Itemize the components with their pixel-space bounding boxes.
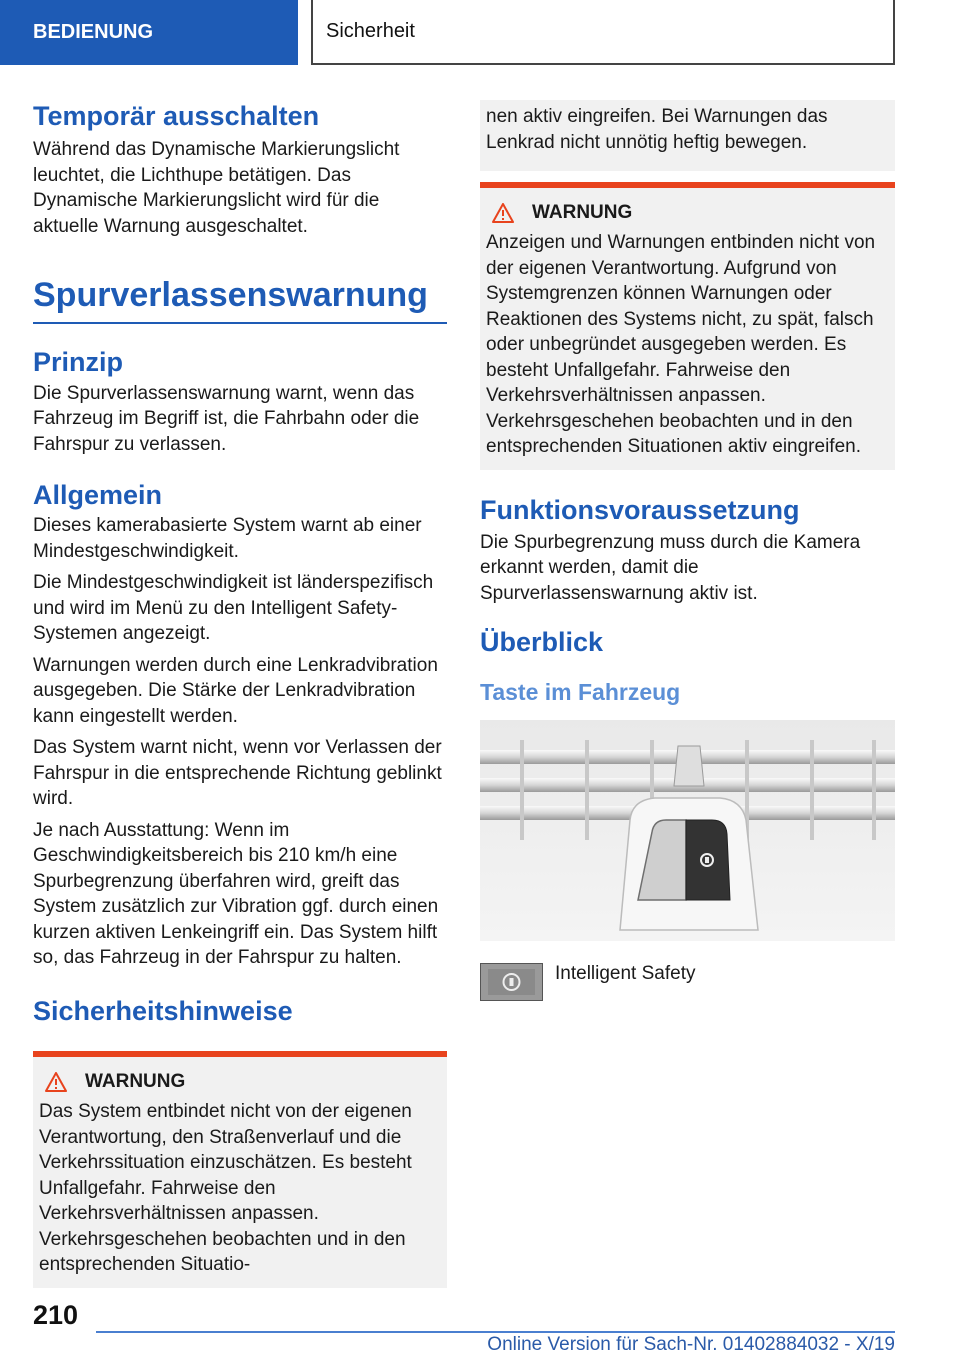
allgemein-paragraph: Je nach Ausstattung: Wenn im Geschwindigkeitsbereich bis 210 km/h eine Spurbegrenzung überfahren wird, greift das System zusätzlich zur Vibration ggf. durch einen kurzen aktiven Lenkeingriff ein. Das System hilft so, das Fahrzeug in der Fahrspur zu halten. — [33, 819, 439, 969]
section-title: BEDIENUNG — [33, 21, 154, 43]
allgemein-paragraph: Die Mindestgeschwindigkeit ist länderspezifisch und wird im Menü zu den Intelligent Safety-Systemen angezeigt. — [33, 572, 434, 645]
allgemein-paragraph: Warnungen werden durch eine Lenkradvibration ausgegeben. Die Stärke der Lenkradvibration kann eingestellt werden. — [33, 654, 438, 727]
temp-text: Während das Dynamische Markierungslicht leuchtet, die Lichthupe betätigen. Das Dynamische Markierungslicht wird für die aktuelle Warnung ausgeschaltet. — [33, 139, 400, 237]
intelligent-safety-button-icon — [480, 963, 543, 1001]
warning-continued-box — [480, 100, 895, 171]
chapter-title: Sicherheit — [326, 20, 415, 42]
left-column — [33, 100, 447, 1288]
warning-box — [33, 1051, 447, 1288]
page-number: 210 — [33, 1300, 79, 1330]
warning-triangle-icon — [45, 1072, 67, 1092]
footer-online-version: Online Version für Sach-Nr. 01402884032 - X/19 — [487, 1334, 895, 1355]
main-heading: Spurverlassenswarnung — [33, 275, 447, 324]
warning-box — [480, 182, 895, 470]
warning-text: Anzeigen und Warnungen entbinden nicht von der eigenen Verantwortung. Aufgrund von Systemgrenzen können Warnungen oder Reaktionen des Systems nicht, zu spät, falsch oder unbegründet ausgegeben werden. Es besteht Unfallgefahr. Fahrweise den Verkehrsverhältnissen anpassen. Verkehrsgeschehen beobachten und in den entsprechenden Situationen aktiv eingreifen. — [486, 232, 876, 457]
sicherheit-heading: Sicherheitshinweise — [33, 995, 293, 1026]
prinzip-text: Die Spurverlassenswarnung warnt, wenn das Fahrzeug im Begriff ist, die Fahrbahn oder die Fahrspur zu verlassen. — [33, 382, 420, 455]
warning-triangle-icon — [492, 203, 514, 223]
temp-heading: Temporär ausschalten — [33, 101, 320, 131]
intelligent-safety-label: Intelligent Safety — [555, 963, 696, 985]
warning-label: WARNUNG — [532, 202, 633, 223]
warning-text: Das System entbindet nicht von der eigenen Verantwortung, den Straßenverlauf und die Verkehrssituation einzuschätzen. Es besteht Unfallgefahr. Fahrweise den Verkehrsverhältnissen anpassen. Verkehrsgeschehen beobachten und in den entsprechenden Situatio- — [39, 1101, 412, 1276]
allgemein-paragraph: Dieses kamerabasierte System warnt ab einer Mindestgeschwindigkeit. — [33, 515, 422, 562]
funktion-text: Die Spurbegrenzung muss durch die Kamera erkannt werden, damit die Spurverlassenswarnung aktiv ist. — [480, 531, 861, 604]
warning-label: WARNUNG — [85, 1071, 186, 1093]
warning-header — [486, 202, 887, 224]
footer-divider — [96, 1331, 895, 1333]
funktion-heading: Funktionsvoraussetzung — [480, 494, 800, 525]
vehicle-button-photo — [480, 720, 895, 941]
button-legend — [480, 963, 895, 1001]
prinzip-heading: Prinzip — [33, 347, 124, 378]
taste-heading: Taste im Fahrzeug — [480, 678, 681, 705]
chapter-header — [311, 0, 895, 65]
section-tab — [0, 0, 298, 65]
warning-continued-text: nen aktiv eingreifen. Bei Warnungen das Lenkrad nicht unnötig heftig bewegen. — [486, 106, 828, 153]
ueberblick-heading: Überblick — [480, 627, 604, 658]
allgemein-paragraph: Das System warnt nicht, wenn vor Verlassen der Fahrspur in die entsprechende Richtung geblinkt wird. — [33, 737, 442, 810]
right-column — [480, 100, 895, 1001]
allgemein-heading: Allgemein — [33, 480, 163, 511]
warning-header — [39, 1071, 439, 1093]
